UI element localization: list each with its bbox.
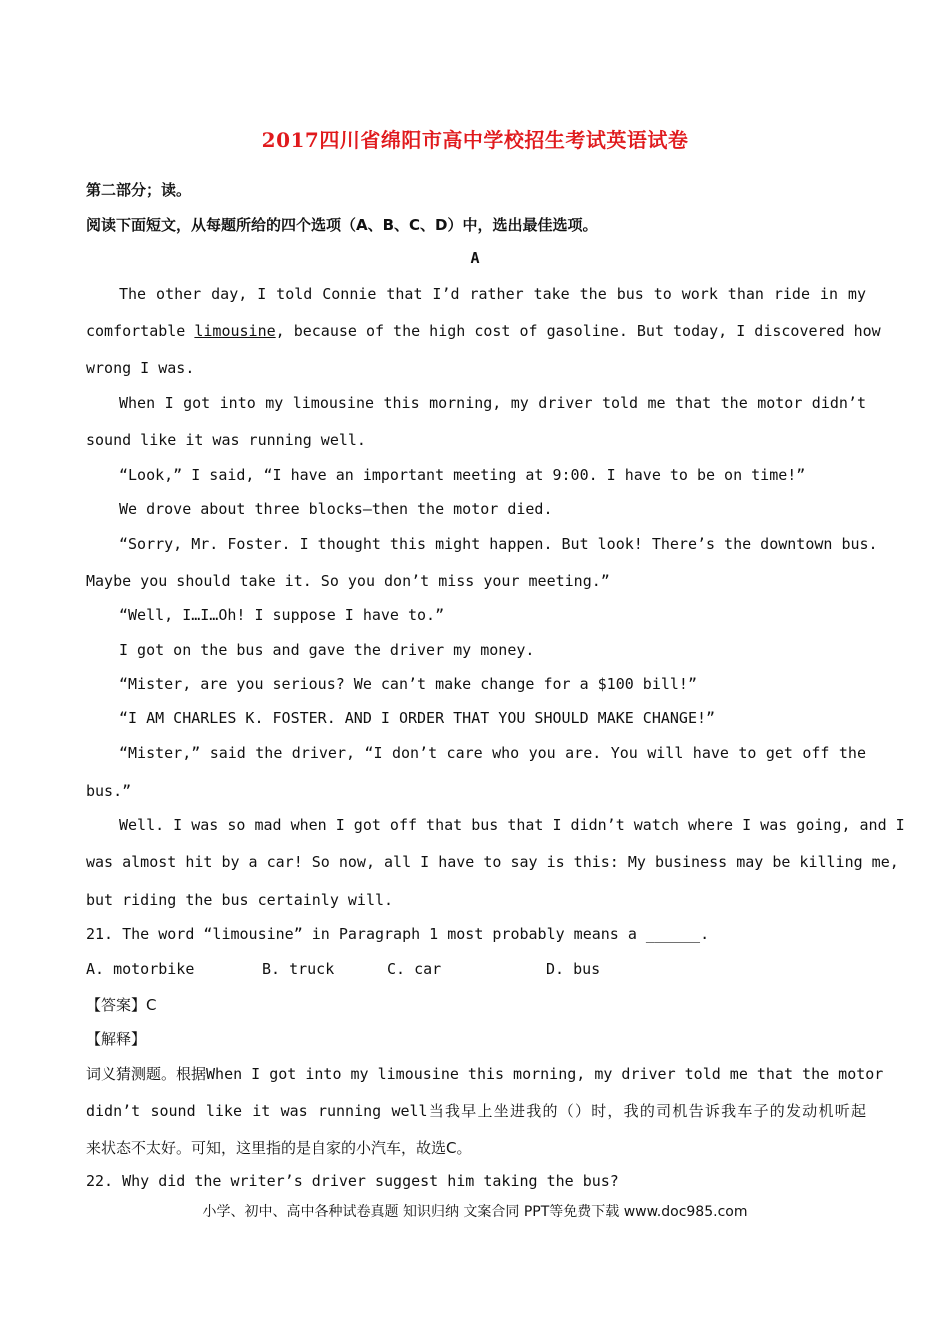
paragraph-11-line-3: but riding the bus certainly will.: [86, 891, 394, 909]
q21-option-d: D. bus: [546, 960, 601, 978]
paragraph-8: “Mister, are you serious? We can’t make change for a $100 bill!”: [119, 675, 697, 693]
paragraph-11-line-1: Well. I was so mad when I got off that bus that I didn’t watch where I was going, and I: [119, 816, 905, 834]
q21-explanation-line-2: [86, 1100, 866, 1121]
q21-answer: 【答案】C: [86, 996, 157, 1014]
section-heading: 第二部分；读。: [86, 181, 192, 199]
paragraph-10-line-1: “Mister,” said the driver, “I don’t care who you are. You will have to get off the: [119, 744, 866, 762]
p1-prefix: comfortable: [86, 322, 195, 340]
paragraph-11-line-2: was almost hit by a car! So now, all I have to say is this: My business may be killing me,: [86, 853, 899, 871]
paragraph-5-line-1: “Sorry, Mr. Foster. I thought this might happen. But look! There’s the downtown bus.: [119, 535, 878, 553]
paragraph-10-line-2: bus.”: [86, 782, 132, 800]
q21-option-a: A. motorbike: [86, 960, 195, 978]
paragraph-4: We drove about three blocks—then the motor died.: [119, 500, 553, 518]
footer-banner: 小学、初中、高中各种试卷真题 知识归纳 文案合同 PPT等免费下载 www.doc985.com: [202, 1204, 748, 1220]
question-22-stem: 22. Why did the writer’s driver suggest him taking the bus?: [86, 1172, 619, 1190]
exp1-en: When I got into my limousine this morning, my driver told me that the motor: [206, 1065, 884, 1083]
q21-explanation-line-3: 来状态不太好。可知，这里指的是自家的小汽车，故选C。: [86, 1139, 472, 1157]
paragraph-1-line-3: wrong I was.: [86, 359, 195, 377]
paragraph-2-line-1: When I got into my limousine this morning, my driver told me that the motor didn’t: [119, 394, 866, 412]
paragraph-9: “I AM CHARLES K. FOSTER. AND I ORDER THAT YOU SHOULD MAKE CHANGE!”: [119, 709, 716, 727]
exp1-cn: 词义猜测题。根据: [86, 1065, 207, 1083]
paragraph-3: “Look,” I said, “I have an important meeting at 9:00. I have to be on time!”: [119, 466, 806, 484]
paragraph-1-line-2: [86, 322, 881, 340]
paragraph-5-line-2: Maybe you should take it. So you don’t miss your meeting.”: [86, 572, 610, 590]
q21-option-c: C. car: [387, 960, 442, 978]
paragraph-2-line-2: sound like it was running well.: [86, 431, 366, 449]
question-21-stem: 21. The word “limousine” in Paragraph 1 most probably means a ______.: [86, 925, 710, 943]
exp2-cn: 当我早上坐进我的（）时，我的司机告诉我车子的发动机听起: [427, 1102, 866, 1120]
exp2-en: didn’t sound like it was running well: [86, 1102, 428, 1120]
underlined-word-limousine: limousine: [194, 322, 276, 340]
q21-option-b: B. truck: [262, 960, 335, 978]
passage-label: A: [470, 249, 480, 267]
paragraph-1-line-1: The other day, I told Connie that I’d rather take the bus to work than ride in my: [119, 285, 866, 303]
instruction-text: 阅读下面短文，从每题所给的四个选项（A、B、C、D）中，选出最佳选项。: [86, 216, 598, 234]
page-title: 2017四川省绵阳市高中学校招生考试英语试卷: [261, 128, 689, 152]
p1-suffix: , because of the high cost of gasoline. But today, I discovered how: [275, 322, 881, 340]
paragraph-6: “Well, I…I…Oh! I suppose I have to.”: [119, 606, 445, 624]
paragraph-7: I got on the bus and gave the driver my money.: [119, 641, 535, 659]
q21-explanation-line-1: [86, 1063, 884, 1084]
q21-explanation-label: 【解释】: [86, 1030, 147, 1048]
